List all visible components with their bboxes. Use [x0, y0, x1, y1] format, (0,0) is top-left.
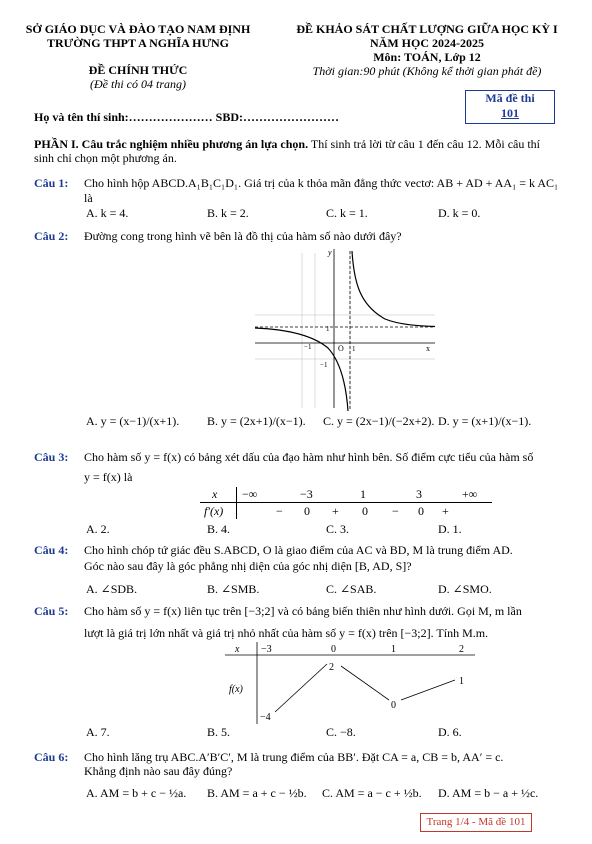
q1-option-d[interactable]: D. k = 0. — [438, 206, 481, 220]
q1-text: Cho hình hộp ABCD.A₁B₁C₁D₁. Giá trị của k thỏa mãn đẳng thức vectơ: AB + AD + AA₁ = k AC₁ — [84, 176, 559, 190]
exam-code-label: Mã đề thi — [485, 91, 535, 105]
q5-label: Câu 5: — [34, 604, 69, 618]
q1-option-c[interactable]: C. k = 1. — [326, 206, 368, 220]
q5-x-1: 1 — [391, 644, 396, 655]
q4-option-d[interactable]: D. ∠SMO. — [438, 582, 492, 596]
q5-arrow-increase — [275, 664, 327, 712]
q2-option-d[interactable]: D. y = (x+1)/(x−1). — [438, 414, 532, 428]
q5-value-end: 1 — [459, 676, 464, 687]
q6-option-a[interactable]: A. AM = b + c − ½a. — [86, 786, 187, 800]
q5-x-header: x — [235, 644, 240, 655]
q2-tick-x-neg-one: −1 — [304, 343, 312, 351]
q5-value-trough: 0 — [391, 700, 396, 711]
q3-sign-3: + — [332, 504, 339, 518]
pages-note: (Đề thi có 04 trang) — [90, 77, 186, 91]
q6-option-d[interactable]: D. AM = b − a + ½c. — [438, 786, 539, 800]
q6-label: Câu 6: — [34, 750, 69, 764]
q6-option-b[interactable]: B. AM = a + c − ½b. — [207, 786, 307, 800]
q4-option-b[interactable]: B. ∠SMB. — [207, 582, 260, 596]
q3-sign-6: 0 — [418, 504, 424, 518]
q2-text: Đường cong trong hình vẽ bên là đồ thị của hàm số nào dưới đây? — [84, 229, 402, 243]
q5-text: Cho hàm số y = f(x) liên tục trên [−3;2] và có bảng biến thiên như hình dưới. Gọi M, m lần — [84, 604, 522, 618]
q5-x-0: 0 — [331, 644, 336, 655]
page-footer: Trang 1/4 - Mã đề 101 — [420, 813, 532, 832]
q3-text: Cho hàm số y = f(x) có bảng xét dấu của đạo hàm như hình bên. Số điểm cực tiểu của hàm số — [84, 450, 534, 464]
part1-title: PHẦN I. Câu trắc nghiệm nhiều phương án lựa chọn. — [34, 137, 309, 151]
q5-x-neg3: −3 — [261, 644, 272, 655]
q3-fprime-label: f′(x) — [204, 504, 224, 518]
part1-instruction-b: sinh chỉ chọn một phương án. — [34, 151, 177, 165]
q3-x-header: x — [212, 487, 218, 501]
q5-option-d[interactable]: D. 6. — [438, 725, 462, 739]
q5-x-2: 2 — [459, 644, 464, 655]
official-label: ĐỀ CHÍNH THỨC — [88, 63, 188, 77]
q4-option-c[interactable]: C. ∠SAB. — [326, 582, 377, 596]
q3-sign-4: 0 — [362, 504, 368, 518]
q5-text-b: lượt là giá trị lớn nhất và giá trị nhỏ nhất của hàm số y = f(x) trên [−3;2]. Tính M.m. — [84, 626, 489, 640]
q5-option-a[interactable]: A. 7. — [86, 725, 110, 739]
q5-arrow-decrease — [341, 666, 389, 700]
q2-origin: O — [338, 344, 344, 353]
time-note: Thời gian:90 phút (Không kể thời gian phát đề) — [312, 64, 542, 78]
q3-sign-1: − — [276, 504, 283, 518]
q3-option-a[interactable]: A. 2. — [86, 522, 110, 536]
exam-code-value: 101 — [501, 106, 519, 120]
q4-text: Cho hình chóp tứ giác đều S.ABCD, O là giao điểm của AC và BD, M là trung điểm AD. — [84, 543, 513, 557]
q3-option-d[interactable]: D. 1. — [438, 522, 462, 536]
q3-sign-2: 0 — [304, 504, 310, 518]
q3-x-neg-inf: −∞ — [242, 487, 258, 501]
q3-option-c[interactable]: C. 3. — [326, 522, 350, 536]
q2-option-a[interactable]: A. y = (x−1)/(x+1). — [86, 414, 180, 428]
q3-sign-7: + — [442, 504, 449, 518]
q3-sign-table — [200, 487, 492, 521]
q4-text-b: Góc nào sau đây là góc phẳng nhị diện của góc nhị diện [B, AD, S]? — [84, 559, 412, 573]
q5-fx-label: f(x) — [229, 684, 243, 695]
q5-option-b[interactable]: B. 5. — [207, 725, 231, 739]
q3-text-b: y = f(x) là — [84, 470, 133, 484]
q2-tick-y-neg-one: −1 — [320, 361, 328, 369]
q4-label: Câu 4: — [34, 543, 69, 557]
q3-x-neg3: −3 — [300, 487, 313, 501]
school-name: TRƯỜNG THPT A NGHĨA HƯNG — [46, 36, 230, 50]
q2-tick-y-one: 1 — [326, 325, 330, 333]
q5-variation-table — [225, 642, 475, 724]
q3-label: Câu 3: — [34, 450, 69, 464]
q4-option-a[interactable]: A. ∠SDB. — [86, 582, 138, 596]
q1-text-b: là — [84, 191, 93, 205]
q3-x-3: 3 — [416, 487, 422, 501]
student-info-line: Họ và tên thí sinh:………………… SBD:…………………… — [34, 110, 340, 124]
q3-sign-5: − — [392, 504, 399, 518]
q6-text: Cho hình lăng trụ ABC.A′B′C′, M là trung điểm của BB′. Đặt CA = a, CB = b, AA′ = c. — [84, 750, 504, 764]
q2-y-label: y — [328, 248, 332, 257]
q3-option-b[interactable]: B. 4. — [207, 522, 231, 536]
part1-instruction-a: Thí sinh trả lời từ câu 1 đến câu 12. Mỗi câu thí — [308, 137, 541, 151]
q6-option-c[interactable]: C. AM = a − c + ½b. — [322, 786, 422, 800]
q3-x-1: 1 — [360, 487, 366, 501]
q2-label: Câu 2: — [34, 229, 69, 243]
q2-x-label: x — [426, 344, 430, 353]
school-year: NĂM HỌC 2024-2025 — [370, 36, 484, 50]
q2-option-c[interactable]: C. y = (2x−1)/(−2x+2). — [323, 414, 435, 428]
q2-hyperbola-graph — [250, 243, 440, 413]
department-name: SỞ GIÁO DỤC VÀ ĐÀO TẠO NAM ĐỊNH — [25, 22, 251, 36]
q1-label: Câu 1: — [34, 176, 69, 190]
q5-value-start: −4 — [260, 712, 271, 723]
part1-instructions — [34, 137, 540, 152]
q2-option-b[interactable]: B. y = (2x+1)/(x−1). — [207, 414, 306, 428]
q2-tick-x-one: 1 — [352, 345, 356, 353]
exam-title: ĐỀ KHẢO SÁT CHẤT LƯỢNG GIỮA HỌC KỲ I — [296, 22, 558, 36]
q5-value-peak: 2 — [329, 662, 334, 673]
subject-line: Môn: TOÁN, Lớp 12 — [373, 50, 481, 64]
q1-option-a[interactable]: A. k = 4. — [86, 206, 129, 220]
q5-option-c[interactable]: C. −8. — [326, 725, 356, 739]
q3-x-pos-inf: +∞ — [462, 487, 478, 501]
q1-option-b[interactable]: B. k = 2. — [207, 206, 249, 220]
q6-text-b: Khẳng định nào sau đây đúng? — [84, 764, 233, 778]
exam-code-box — [465, 90, 555, 124]
q5-arrow-increase-2 — [401, 680, 455, 700]
